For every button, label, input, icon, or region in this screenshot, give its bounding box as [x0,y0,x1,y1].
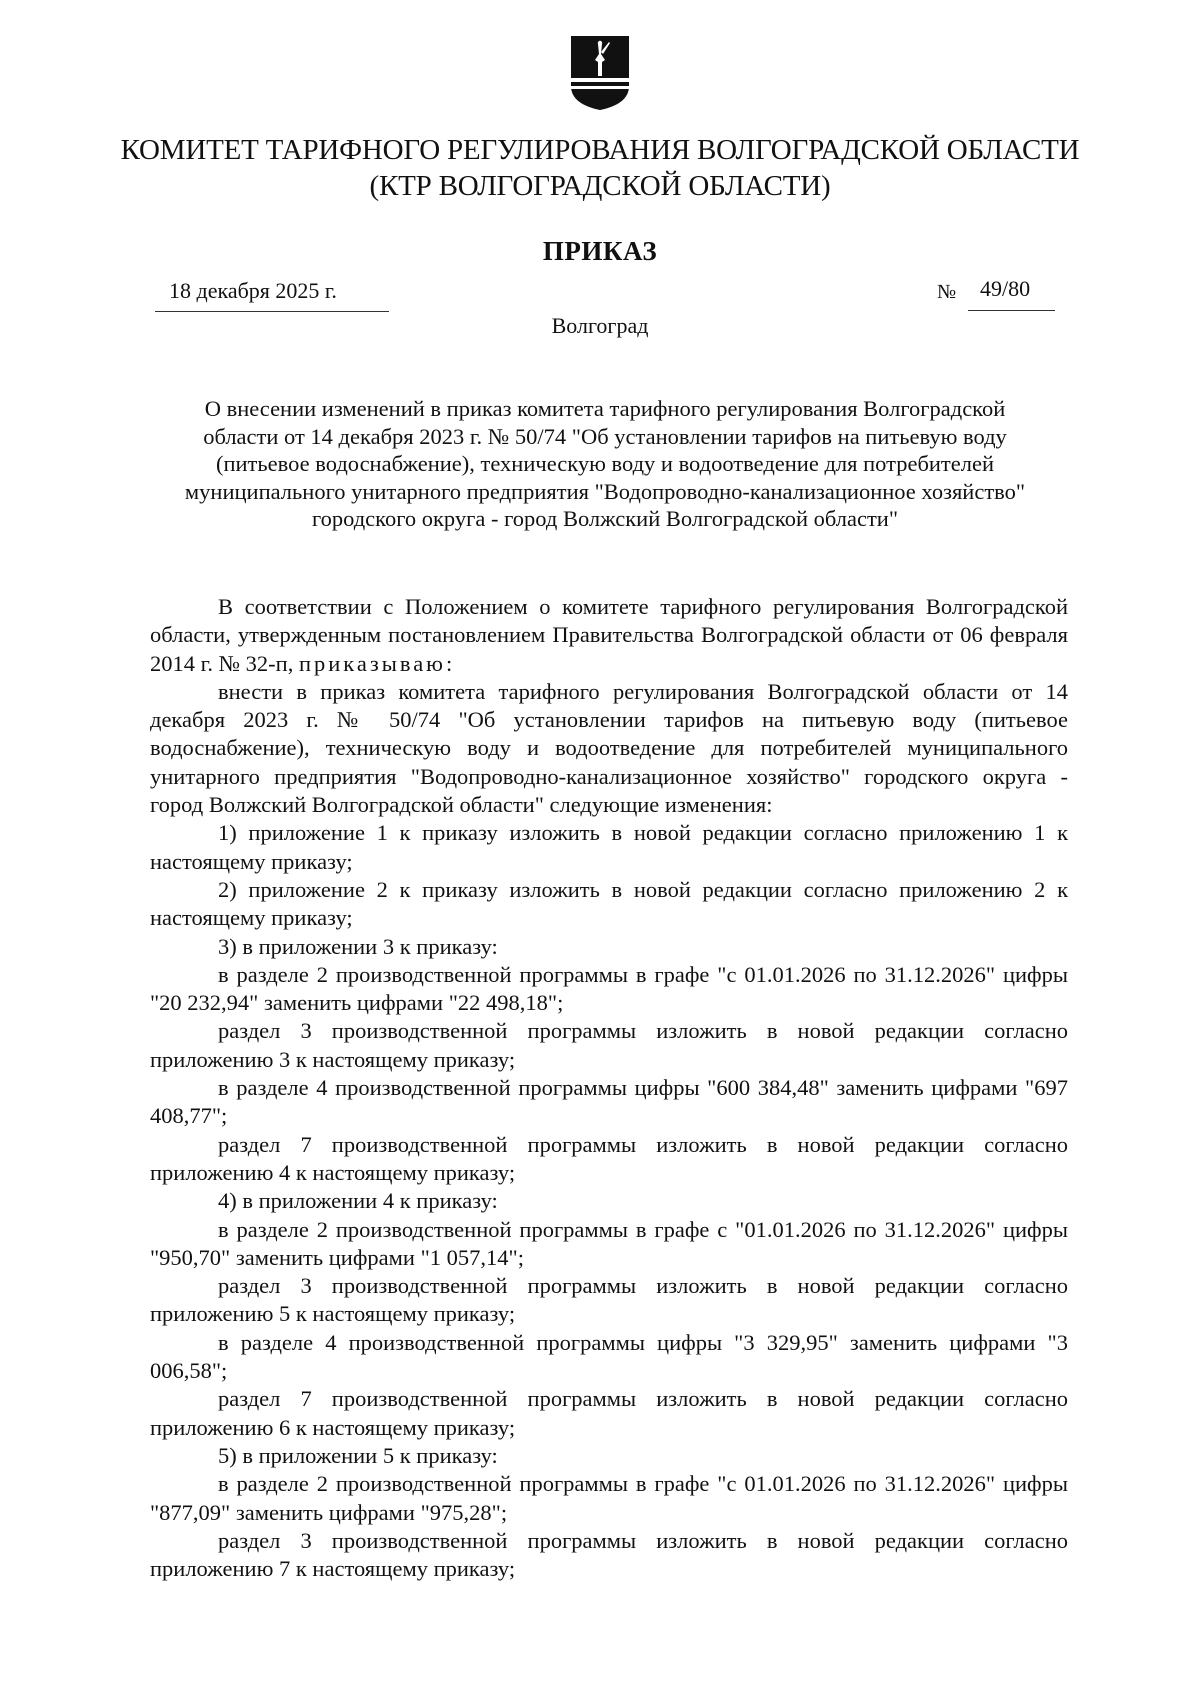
number-sign: № [937,281,957,303]
paragraph: в разделе 4 производственной программы цифры "3 329,95" заменить цифрами "3 006,58"; [150,1329,1068,1384]
title-line: (питьевое водоснабжение), техническую воду и водоотведение для потребителей [215,451,995,476]
paragraph: в разделе 2 производственной программы в графе "с 01.01.2026 по 31.12.2026" цифры "20 232,94" заменить цифрами "22 498,18"; [150,961,1068,1016]
paragraph: 3) в приложении 3 к приказу: [218,933,498,959]
title-line: области от 14 декабря 2023 г. № 50/74 "Об установлении тарифов на питьевую воду [203,423,1007,449]
paragraph: раздел 3 производственной программы изложить в новой редакции согласно приложению 3 к настоящему приказу; [150,1018,1068,1072]
paragraph: раздел 7 производственной программы изложить в новой редакции согласно приложению 6 к настоящему приказу; [150,1386,1068,1440]
order-body [150,593,1068,1583]
paragraph: раздел 3 производственной программы изложить в новой редакции согласно приложению 7 к настоящему приказу; [150,1527,1068,1582]
order-number: 49/80 [968,274,1055,311]
paragraph: внести в приказ комитета тарифного регулирования Волгоградской области от 14 декабря 2023 г. № 50/74 "Об установлении тарифов на питьевую воду (питьевое водоснабжение), техническую воду и водоотведение для потребителей муниципального унитарного предприятия "Водопроводно-канализационное хозяйство" городского округа - город Волжский Волгоградской области" следующие изменения: [150,678,1068,818]
volgograd-coat-of-arms-icon [569,34,631,112]
paragraph: 5) в приложении 5 к приказу: [218,1442,498,1468]
preamble [150,593,1068,678]
title-line: городского округа - город Волжский Волгоградской области" [311,506,899,531]
title-line: муниципального унитарного предприятия "Водопроводно-канализационное хозяйство" [184,478,1026,504]
paragraph: 1) приложение 1 к приказу изложить в новой редакции согласно приложению 1 к настоящему приказу; [150,820,1068,874]
paragraph: в разделе 4 производственной программы цифры "600 384,48" заменить цифрами "697 408,77"; [150,1075,1068,1129]
preamble-text: В соответствии с Положением о комитете тарифного регулирования Волгоградской области, утвержденным постановлением Правительства Волгоградской области от 06 февраля 2014 г. № 32-п, [150,594,1068,676]
title-line: О внесении изменений в приказ комитета тарифного регулирования Волгоградской [204,396,1006,421]
paragraph: 4) в приложении 4 к приказу: [218,1188,498,1214]
paragraph: 2) приложение 2 к приказу изложить в новой редакции согласно приложению 2 к настоящему приказу; [150,876,1068,931]
paragraph: раздел 3 производственной программы изложить в новой редакции согласно приложению 5 к настоящему приказу; [150,1273,1068,1327]
organization-abbreviation: (КТР ВОЛГОГРАДСКОЙ ОБЛАСТИ) [369,170,831,202]
order-date: 18 декабря 2025 г. [155,276,389,312]
order-title [145,395,1065,533]
order-word: приказываю: [298,650,456,676]
document-type: ПРИКАЗ [542,236,658,266]
paragraph: раздел 7 производственной программы изложить в новой редакции согласно приложению 4 к настоящему приказу; [150,1131,1068,1185]
city: Волгоград [551,313,649,338]
paragraph: в разделе 2 производственной программы в графе "с 01.01.2026 по 31.12.2026" цифры "877,09" заменить цифрами "975,28"; [150,1471,1068,1525]
paragraph: в разделе 2 производственной программы в графе с "01.01.2026 по 31.12.2026" цифры "950,70" заменить цифрами "1 057,14"; [150,1216,1068,1270]
organization-name: КОМИТЕТ ТАРИФНОГО РЕГУЛИРОВАНИЯ ВОЛГОГРАДСКОЙ ОБЛАСТИ [120,134,1080,166]
